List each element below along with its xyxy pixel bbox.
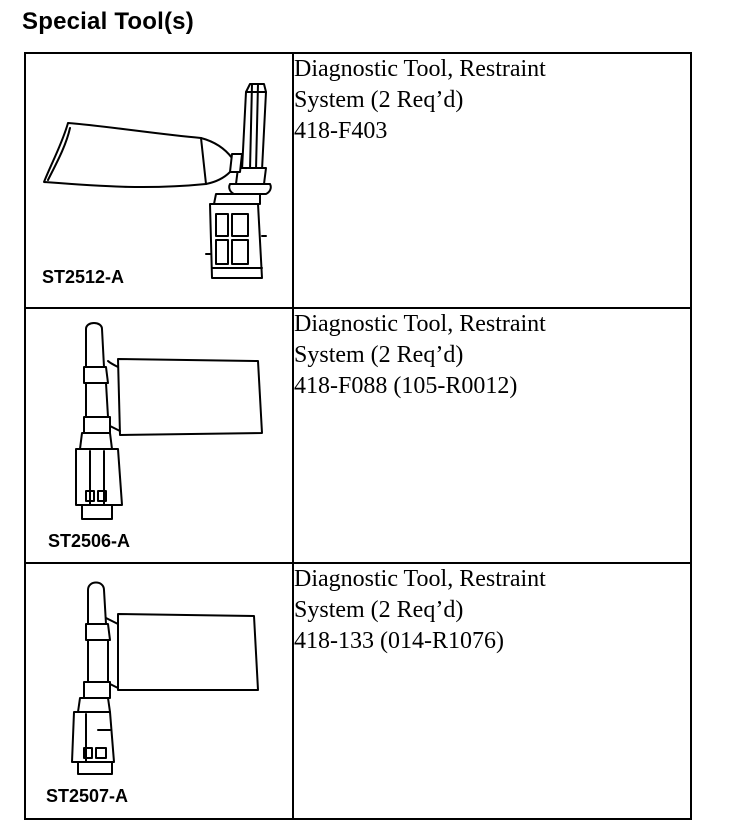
tool-name-line-1: Diagnostic Tool, Restraint: [294, 311, 546, 337]
tool-code: ST2506-A: [48, 531, 131, 551]
tool-part-number: 418-F088 (105-R0012): [294, 373, 518, 399]
tool-code: ST2507-A: [46, 786, 129, 806]
restraint-tool-harness-illustration: [26, 564, 292, 818]
tool-name-line-2: System (2 Req’d): [294, 87, 464, 113]
tool-name-line-2: System (2 Req’d): [294, 342, 464, 368]
tool-illustration-cell: [25, 308, 293, 563]
tool-description-cell: [293, 53, 691, 308]
tool-name-line-1: Diagnostic Tool, Restraint: [294, 56, 546, 82]
tool-description-cell: [293, 563, 691, 819]
tool-code: ST2512-A: [42, 267, 125, 287]
page-title: Special Tool(s): [22, 8, 194, 35]
tool-part-number: 418-F403: [294, 118, 388, 144]
table-row: [25, 308, 691, 563]
table-row: [25, 53, 691, 308]
special-tools-table: [24, 52, 692, 820]
tool-part-number: 418-133 (014-R1076): [294, 628, 504, 654]
table-row: [25, 563, 691, 819]
tool-illustration-cell: [25, 53, 293, 308]
tool-name-line-1: Diagnostic Tool, Restraint: [294, 566, 546, 592]
restraint-tool-harness-illustration: [26, 309, 292, 562]
tool-illustration-cell: [25, 563, 293, 819]
tool-description-cell: [293, 308, 691, 563]
tool-name-line-2: System (2 Req’d): [294, 597, 464, 623]
